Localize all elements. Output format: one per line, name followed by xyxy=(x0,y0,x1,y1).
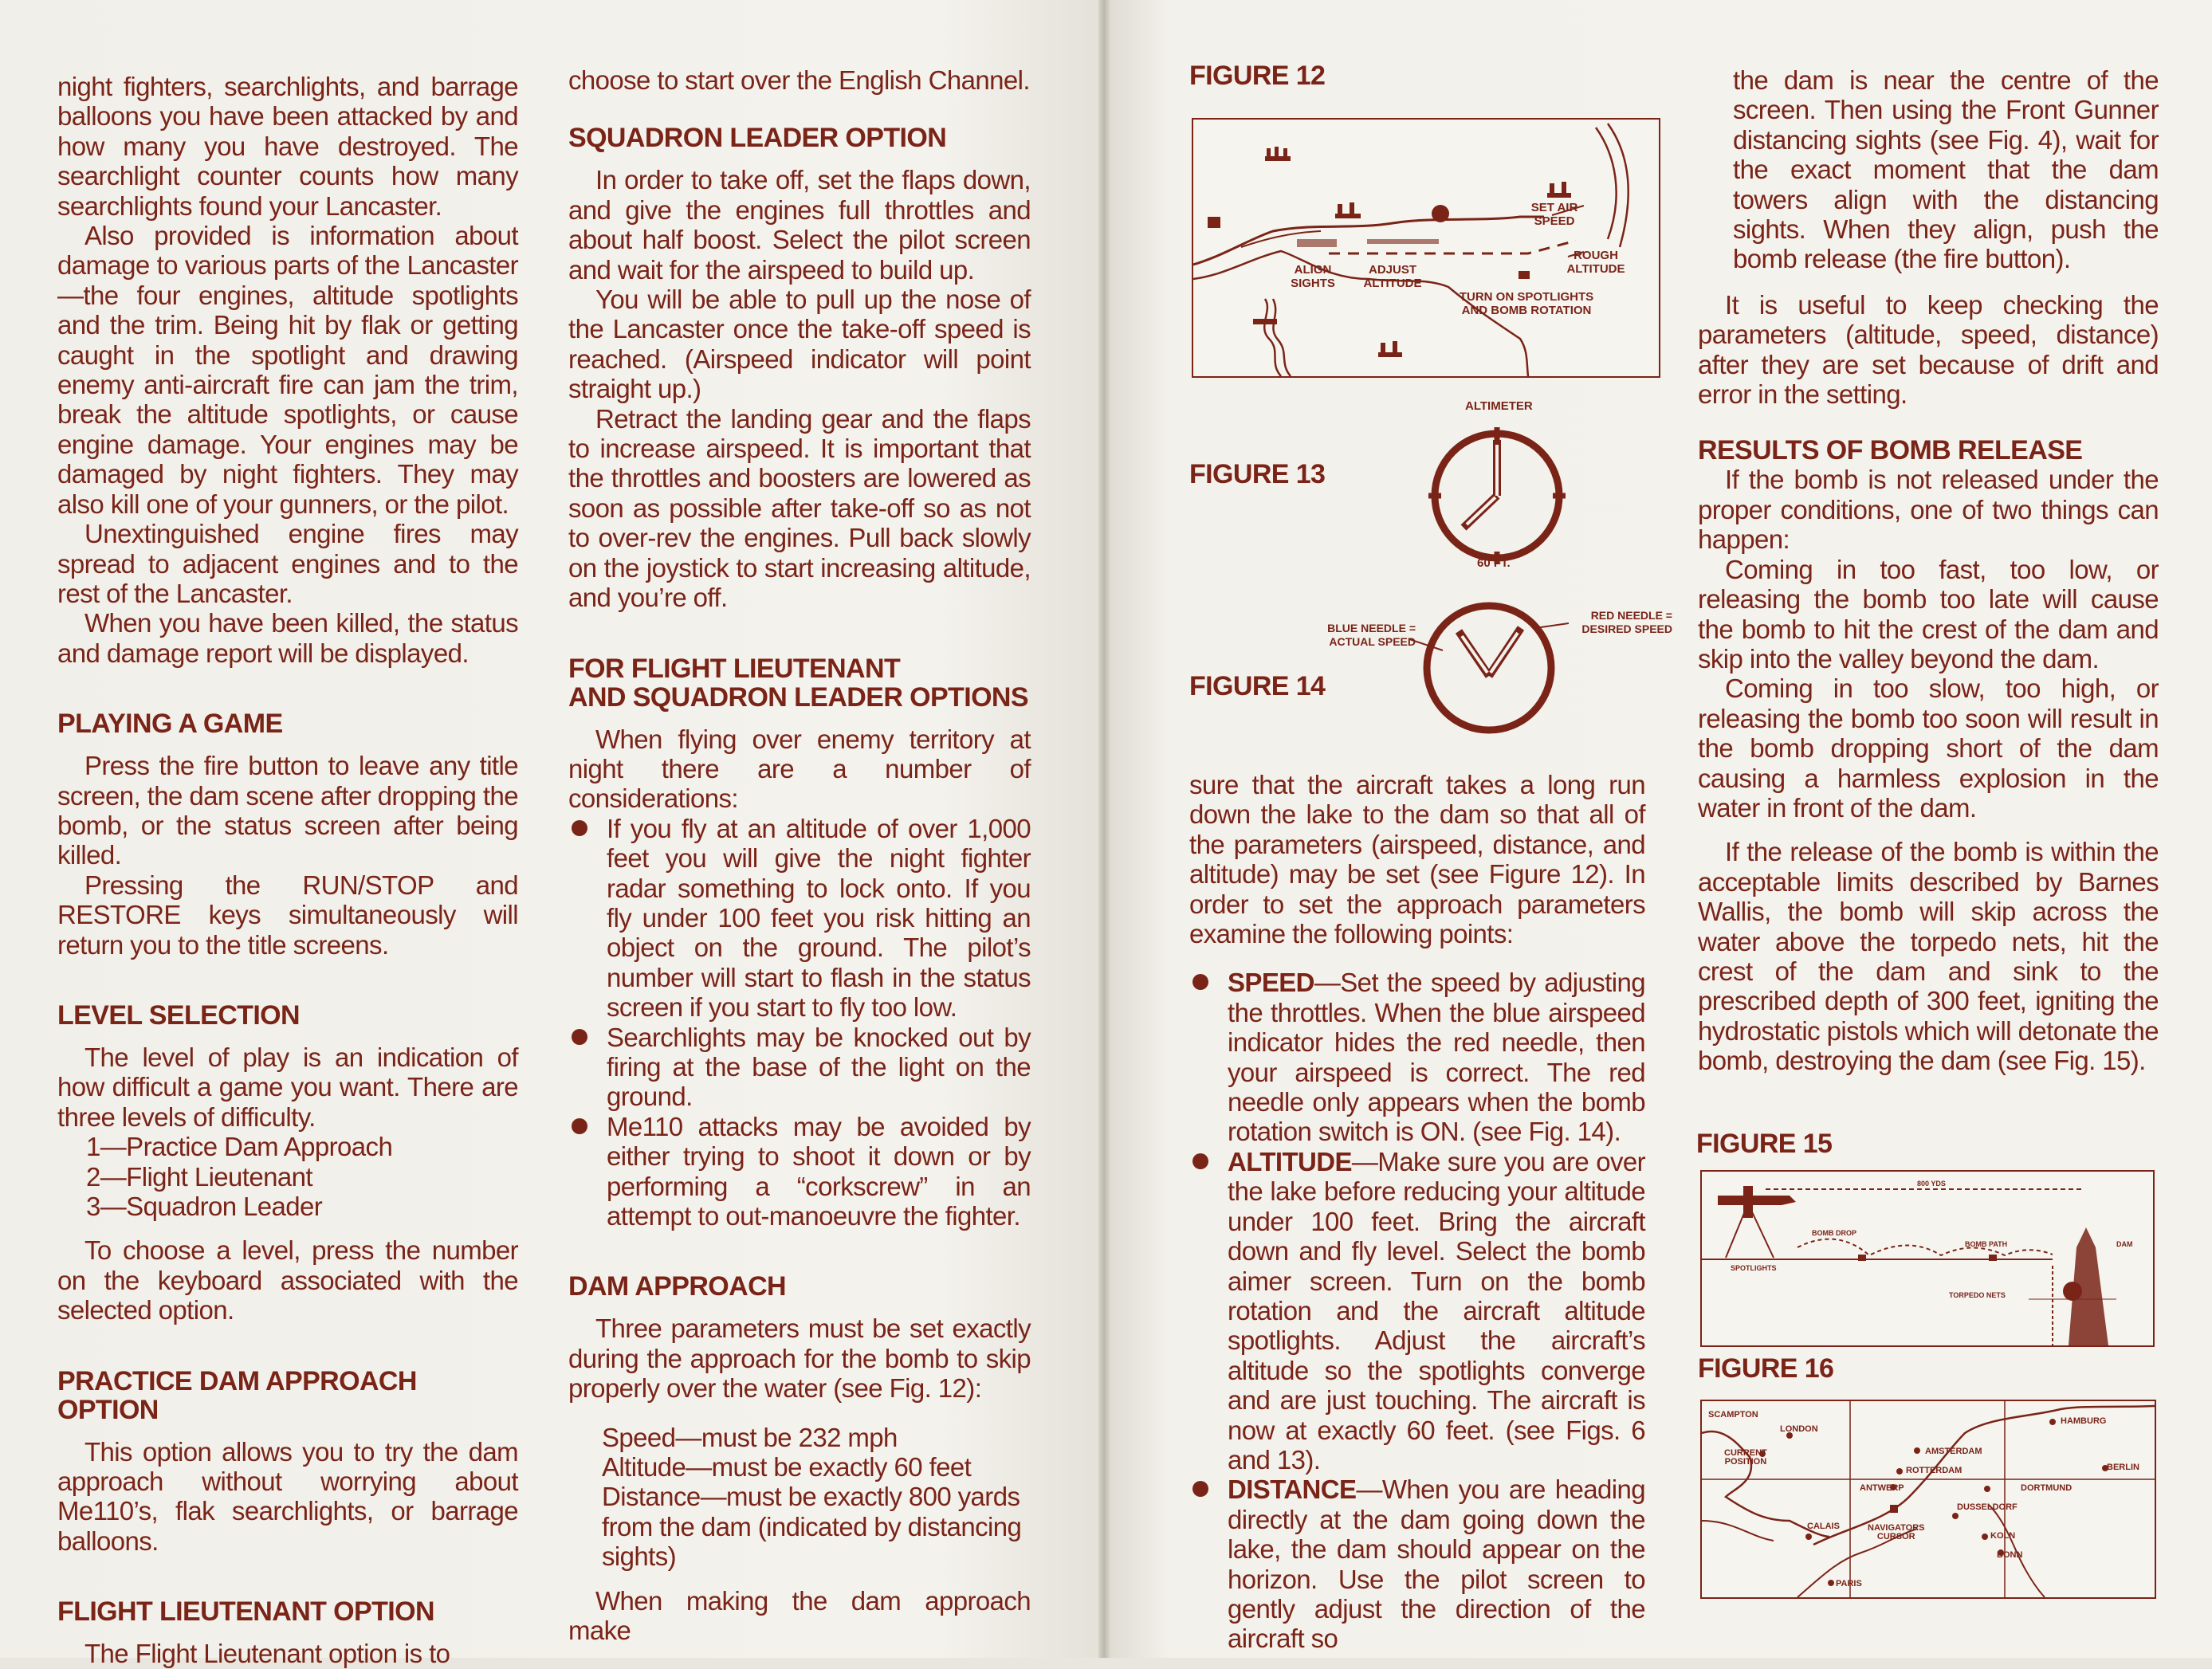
label-rough-altitude: ROUGH ALTITUDE xyxy=(1566,249,1625,276)
bullet-text: Me110 attacks may be avoided by either trying to shoot it down or by performing a “corkscrew” in an attempt to out-manoeuvre the fighter. xyxy=(607,1111,1031,1231)
label-align-sights: ALIGN SIGHTS xyxy=(1291,263,1335,290)
parameter-item: Speed—must be 232 mph xyxy=(602,1422,898,1452)
bullet-distance xyxy=(1189,1475,1645,1653)
bullet-head: ALTITUDE xyxy=(1228,1146,1352,1176)
map-label-calais: CALAIS xyxy=(1807,1522,1840,1531)
paragraph: Also provided is information about damage to various parts of the Lancaster—the four engines, altitude spotlights and the trim. Being hit by flak or getting caught in the spotlight and drawing enemy anti-aircraft fire can jam the trim, break the altitude spotlights, or cause engine damage. Your engines may be damaged by night fighters. They may also kill one of your gunners, or the pilot. xyxy=(57,221,518,519)
bullet-dot xyxy=(572,1029,587,1045)
paragraph: Coming in too fast, too low, or releasing the bomb too late will cause the bomb to hit the crest of the dam and skip into the valley beyond the dam. xyxy=(1698,554,2159,673)
bullet-text: —Set the speed by adjusting the throttles. When the blue airspeed indicator hides the red needle, then your airspeed is correct. The red needle only appears when the bomb rotation switch is ON. (see Fig. 14). xyxy=(1228,968,1645,1147)
level-item: 1—Practice Dam Approach xyxy=(86,1132,393,1162)
map-label-dusseldorf: DUSSELDORF xyxy=(1957,1502,2018,1512)
parameter-list xyxy=(602,1423,1031,1572)
map-label-paris: PARIS xyxy=(1836,1579,1862,1588)
map-label-hamburg: HAMBURG xyxy=(2061,1416,2107,1426)
bullet-item xyxy=(568,1023,1031,1112)
figure-15-title: FIGURE 15 xyxy=(1696,1129,1833,1159)
map-label-scampton: SCAMPTON xyxy=(1708,1410,1758,1420)
left-column-2 xyxy=(568,65,1031,1645)
bullet-dot xyxy=(1192,1153,1208,1169)
paragraph: Retract the landing gear and the flaps to increase airspeed. It is important that the throttles and boosters are lowered as soon as possible after take-off so as not to over-rev the engines. Pull back slowly on the joystick to start increasing altitude, and you’re off. xyxy=(568,403,1031,613)
paragraph: Press the fire button to leave any title screen, the dam scene after dropping the bomb, or the status screen after being killed. xyxy=(57,751,518,870)
paragraph: When you have been killed, the status and damage report will be displayed. xyxy=(57,608,518,668)
figure-13-title: FIGURE 13 xyxy=(1189,459,1326,489)
map-label-berlin: BERLIN xyxy=(2107,1463,2139,1472)
figure-12-title: FIGURE 12 xyxy=(1189,61,1326,91)
map-label-koln: KOLN xyxy=(1990,1531,2016,1541)
bullet-head: DISTANCE xyxy=(1228,1475,1357,1505)
label-dam: DAM xyxy=(2116,1240,2133,1248)
red-needle-label: RED NEEDLE = DESIRED SPEED xyxy=(1581,609,1672,635)
heading-practice-dam-approach: PRACTICE DAM APPROACH OPTION xyxy=(57,1365,417,1425)
label-800-yds: 800 YDS xyxy=(1917,1180,1946,1188)
blue-needle-label: BLUE NEEDLE = ACTUAL SPEED xyxy=(1327,622,1416,648)
figure-16-map xyxy=(1700,1400,2156,1599)
bullet-speed xyxy=(1189,968,1645,1146)
parameter-item: Altitude—must be exactly 60 feet xyxy=(602,1452,972,1482)
heading-dam-approach: DAM APPROACH xyxy=(568,1271,786,1302)
map-label-london: LONDON xyxy=(1780,1424,1818,1434)
map-label-navigators-cursor: NAVIGATORS CURSOR xyxy=(1868,1523,1925,1541)
left-column-1 xyxy=(57,72,518,1669)
bullet-text: Searchlights may be knocked out by firing at the base of the light on the ground. xyxy=(607,1022,1031,1112)
bullet-altitude xyxy=(1189,1147,1645,1475)
paragraph: If the release of the bomb is within the acceptable limits described by Barnes Wallis, the bomb will skip across the water above the torpedo nets, hit the crest of the dam and sink to the prescribed depth of 300 feet, igniting the hydrostatic pistols which will detonate the bomb, destroying the dam (see Fig. 15). xyxy=(1698,837,2159,1076)
heading-line: FOR FLIGHT LIEUTENANT xyxy=(568,653,901,684)
bullet-dot xyxy=(572,820,587,836)
right-column-1 xyxy=(1189,770,1645,1654)
paragraph: Coming in too slow, too high, or releasing the bomb too soon will result in the bomb dropping short of the dam causing a harmless explosion in the water in front of the dam. xyxy=(1698,673,2159,823)
paragraph: Unextinguished engine fires may spread to adjacent engines and to the rest of the Lancaster. xyxy=(57,519,518,608)
heading-results-of-bomb-release: RESULTS OF BOMB RELEASE xyxy=(1698,435,2083,466)
paragraph: the dam is near the centre of the screen. Then using the Front Gunner distancing sights (see Fig. 4), wait for the exact moment that the dam towers align with the distancing sights. When they align, push the bomb release (the fire button). xyxy=(1733,65,2159,274)
paragraph: When making the dam approach make xyxy=(568,1585,1031,1646)
book-gutter xyxy=(1098,0,1110,1658)
paragraph: sure that the aircraft takes a long run down the lake to the dam so that all of the parameters (airspeed, distance, and altitude) may be set (see Figure 12). In order to set the approach parameters examine the following points: xyxy=(1189,770,1645,949)
heading-flight-lieutenant: FLIGHT LIEUTENANT OPTION xyxy=(57,1596,434,1628)
map-label-amsterdam: AMSTERDAM xyxy=(1925,1447,1982,1456)
paragraph: It is useful to keep checking the parameters (altitude, speed, distance) after they are set because of drift and error in the setting. xyxy=(1698,289,2159,410)
heading-squadron-leader: SQUADRON LEADER OPTION xyxy=(568,123,947,154)
label-bomb-drop: BOMB DROP xyxy=(1812,1229,1856,1237)
map-label-dortmund: DORTMUND xyxy=(2021,1483,2073,1493)
bullet-text: —When you are heading directly at the dam going down the lake, the dam should appear on the horizon. Use the pilot screen to gently adjust the direction of the aircraft so xyxy=(1228,1475,1645,1654)
heading-playing-a-game: PLAYING A GAME xyxy=(57,709,283,740)
label-turn-on-spotlights: TURN ON SPOTLIGHTS AND BOMB ROTATION xyxy=(1459,290,1594,317)
label-torpedo-nets: TORPEDO NETS xyxy=(1949,1291,2006,1299)
bullet-text: —Make sure you are over the lake before reducing your altitude under 100 feet. Bring the aircraft down and fly level. Select the bomb aimer screen. Turn on the bomb rotation and the aircraft altitude spotlights. Adjust the aircraft’s altitude so the spotlights converge and are just touching. The aircraft is now at exactly 60 feet. (see Figs. 6 and 13). xyxy=(1228,1146,1645,1475)
heading-level-selection: LEVEL SELECTION xyxy=(57,999,300,1031)
label-spotlights: SPOTLIGHTS xyxy=(1731,1264,1777,1272)
paragraph: In order to take off, set the flaps down, and give the engines full throttles and about half boost. Select the pilot screen and wait for the airspeed to build up. xyxy=(568,165,1031,285)
figure-15-drawing xyxy=(1702,1172,2153,1345)
level-list xyxy=(86,1132,518,1221)
altimeter-gauge xyxy=(1417,416,1577,575)
bullet-text: If you fly at an altitude of over 1,000 feet you will give the night fighter radar something to lock onto. If you fly under 100 feet you risk hitting an object on the ground. The pilot’s number will start to flash in the status screen if you start to fly too low. xyxy=(607,813,1031,1023)
map-label-current-position: CURRENT POSITION xyxy=(1724,1448,1767,1467)
paragraph: When flying over enemy territory at night there are a number of considerations: xyxy=(568,724,1031,814)
label-set-air-speed: SET AIR SPEED xyxy=(1530,201,1578,228)
bullet-dot xyxy=(1192,1481,1208,1497)
label-bomb-path: BOMB PATH xyxy=(1965,1240,2008,1248)
paragraph: choose to start over the English Channel. xyxy=(568,65,1030,95)
right-column-2 xyxy=(1698,65,2159,1076)
parameter-item: Distance—must be exactly 800 yards from the dam (indicated by distancing sights) xyxy=(602,1482,1022,1572)
label-adjust-altitude: ADJUST ALTITUDE xyxy=(1363,263,1422,290)
paragraph: night fighters, searchlights, and barrage balloons you have been attacked by and how many you have destroyed. The searchlight counter counts how many searchlights found your Lancaster. xyxy=(57,72,518,221)
paragraph: Three parameters must be set exactly during the approach for the bomb to skip properly over the water (see Fig. 12): xyxy=(568,1314,1031,1404)
bullet-head: SPEED xyxy=(1228,968,1314,998)
paragraph: Pressing the RUN/STOP and RESTORE keys simultaneously will return you to the title screens. xyxy=(57,870,518,960)
airspeed-gauge xyxy=(1409,588,1569,748)
bullet-dot xyxy=(1192,974,1208,990)
level-item: 3—Squadron Leader xyxy=(86,1192,323,1221)
level-item: 2—Flight Lieutenant xyxy=(86,1161,312,1192)
bullet-item xyxy=(568,1112,1031,1231)
heading-line: AND SQUADRON LEADER OPTIONS xyxy=(568,681,1028,713)
figure-12-drawing xyxy=(1193,120,1659,376)
paragraph: This option allows you to try the dam approach without worrying about Me110’s, flak searchlights, or barrage balloons. xyxy=(57,1436,518,1556)
paragraph: If the bomb is not released under the proper conditions, one of two things can happen: xyxy=(1698,465,2159,555)
figure-14-title: FIGURE 14 xyxy=(1189,671,1326,701)
figure-15-diagram xyxy=(1700,1170,2155,1347)
heading-flight-squadron-options xyxy=(568,654,1031,712)
paragraph: To choose a level, press the number on the keyboard associated with the selected option. xyxy=(57,1235,518,1325)
figure-16-title: FIGURE 16 xyxy=(1698,1353,1834,1384)
paragraph: You will be able to pull up the nose of the Lancaster once the take-off speed is reached. (Airspeed indicator will point straight up.) xyxy=(568,285,1031,404)
map-label-rotterdam: ROTTERDAM xyxy=(1906,1466,1963,1475)
paragraph: The level of play is an indication of how difficult a game you want. There are three levels of difficulty. xyxy=(57,1042,518,1132)
altimeter-reading: 60 FT. xyxy=(1477,556,1511,570)
bullet-dot xyxy=(572,1118,587,1134)
figure-12-diagram xyxy=(1192,118,1660,378)
altimeter-label: ALTIMETER xyxy=(1465,399,1533,413)
bullet-item xyxy=(568,814,1031,1023)
paragraph: The Flight Lieutenant option is to xyxy=(84,1639,450,1669)
map-label-bonn: BONN xyxy=(1997,1550,2023,1560)
map-label-antwerp: ANTWERP xyxy=(1860,1483,1904,1493)
figure-16-drawing xyxy=(1702,1401,2155,1597)
